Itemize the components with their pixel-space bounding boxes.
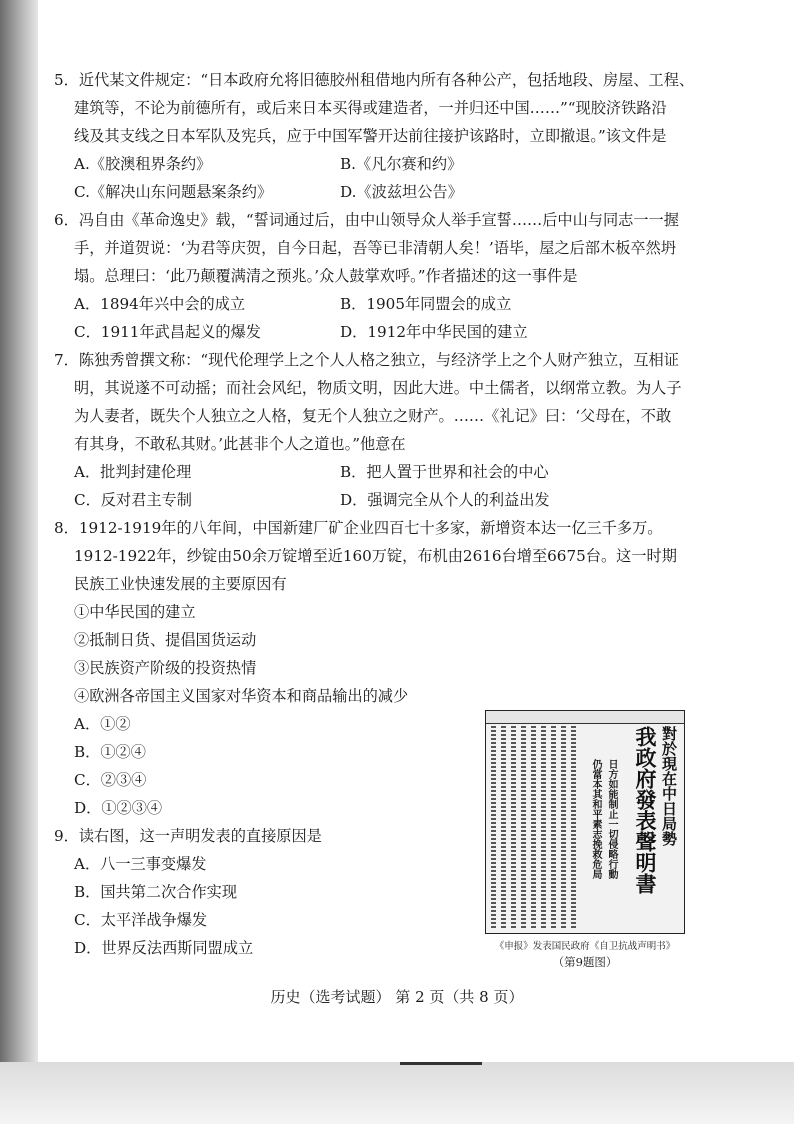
q9-option-c: C．太平洋战争爆发 — [74, 911, 208, 929]
q9-stem: 9．读右图，这一声明发表的直接原因是 — [54, 827, 322, 845]
q7-option-a: A．批判封建伦理 — [74, 463, 192, 481]
q7-options-row-2 — [54, 486, 754, 514]
newspaper-image — [485, 710, 685, 934]
q8-item-2: ②抵制日货、提倡国货运动 — [74, 631, 257, 649]
figure-caption: 《申报》发表国民政府《自卫抗战声明书》 — [494, 941, 676, 952]
q5-line-2: 建筑等，不论为前德所有，或后来日本买得或建造者，一并归还中国……”“现胶济铁路沿 — [74, 99, 667, 117]
q8-line-3: 民族工业快速发展的主要原因有 — [74, 575, 287, 593]
q8-option-b: B．①②④ — [74, 743, 146, 761]
q7-line-3: 为人妻者，既失个人独立之人格，复无个人独立之财产。……《礼记》曰：‘父母在，不敢 — [74, 407, 672, 425]
q7-line-1: 7．陈独秀曾撰文称：“现代伦理学上之个人人格之独立，与经济学上之个人财产独立，互相证 — [54, 351, 679, 369]
q9-figure — [485, 710, 685, 970]
q6-options-row-1 — [54, 290, 754, 318]
q6-options-row-2 — [54, 318, 754, 346]
q8-option-d: D．①②③④ — [74, 799, 163, 817]
q8-item-4: ④欧洲各帝国主义国家对华资本和商品输出的减少 — [74, 687, 409, 705]
q9-option-a: A．八一三事变爆发 — [74, 855, 207, 873]
figure-label: （第9题图） — [552, 955, 618, 969]
q9-option-d: D．世界反法西斯同盟成立 — [74, 939, 254, 957]
q7-option-c: C．反对君主专制 — [74, 491, 192, 509]
bottom-mark — [400, 1062, 482, 1065]
question-7 — [54, 346, 754, 514]
q5-option-d: D.《波兹坦公告》 — [340, 183, 463, 201]
newspaper-subheadline-2: 仍當本其和平素志挽救危局 — [590, 759, 601, 879]
q9-option-b: B．国共第二次合作实现 — [74, 883, 238, 901]
newspaper-text-columns — [489, 726, 601, 930]
newspaper-subheadline-1: 日方如能制止一切侵略行動 — [606, 759, 617, 879]
q5-line-3: 线及其支线之日本军队及宪兵，应于中国军警开达前往接护该路时，立即撤退。”该文件是 — [74, 127, 667, 145]
q6-option-d: D．1912年中华民国的建立 — [340, 323, 528, 341]
question-5 — [54, 66, 754, 206]
q6-option-a: A．1894年兴中会的成立 — [74, 295, 246, 313]
q8-line-1: 8．1912-1919年的八年间，中国新建厂矿企业四百七十多家，新增资本达一亿三千多万。 — [54, 519, 663, 537]
question-6 — [54, 206, 754, 346]
q6-option-b: B．1905年同盟会的成立 — [340, 295, 512, 313]
q5-options-row-1 — [54, 150, 754, 178]
newspaper-masthead — [486, 711, 684, 724]
q8-item-3: ③民族资产阶级的投资热情 — [74, 659, 257, 677]
scan-left-edge — [0, 0, 38, 1070]
q7-line-4: 有其身，不敢私其财。’此甚非个人之道也。”他意在 — [74, 435, 406, 453]
q6-option-c: C．1911年武昌起义的爆发 — [74, 323, 261, 341]
q5-option-b: B.《凡尔赛和约》 — [340, 155, 463, 173]
q7-line-2: 明，其说遂不可动摇；而社会风纪，物质文明，因此大进。中土儒者，以纲常立教。为人子 — [74, 379, 682, 397]
q8-item-1: ①中华民国的建立 — [74, 603, 196, 621]
q7-options-row-1 — [54, 458, 754, 486]
q5-option-a: A.《胶澳租界条约》 — [74, 155, 212, 173]
q6-line-1: 6．冯自由《革命逸史》载，“誓词通过后，由中山领导众人举手宣誓……后中山与同志一一握 — [54, 211, 679, 229]
q7-option-b: B．把人置于世界和社会的中心 — [340, 463, 549, 481]
newspaper-headline-2: 我政府發表聲明書 — [633, 726, 658, 894]
q8-option-c: C．②③④ — [74, 771, 147, 789]
q5-line-1: 5．近代某文件规定：“日本政府允将旧德胶州租借地内所有各种公产，包括地段、房屋、工程、 — [54, 71, 695, 89]
page-footer: 历史（选考试题） 第 2 页（共 8 页） — [270, 988, 524, 1006]
q7-option-d: D．强调完全从个人的利益出发 — [340, 491, 550, 509]
q6-line-2: 手，并道贺说：‘为君等庆贺，自今日起，吾等已非清朝人矣！’语毕，屋之后部木板卒然坍 — [74, 239, 676, 257]
q8-option-a: A．①② — [74, 715, 131, 733]
newspaper-headlines — [602, 726, 680, 931]
q6-line-3: 塌。总理曰：‘此乃颠覆满清之预兆。’众人鼓掌欢呼。”作者描述的这一事件是 — [74, 267, 578, 285]
q5-option-c: C.《解决山东问题悬案条约》 — [74, 183, 273, 201]
scan-bottom-edge — [0, 1062, 794, 1124]
q5-options-row-2 — [54, 178, 754, 206]
newspaper-headline-1: 對於現在中日局勢 — [660, 726, 678, 846]
q8-line-2: 1912-1922年，纱锭由50余万锭增至近160万锭，布机由2616台增至6675台。这一时期 — [74, 547, 677, 565]
